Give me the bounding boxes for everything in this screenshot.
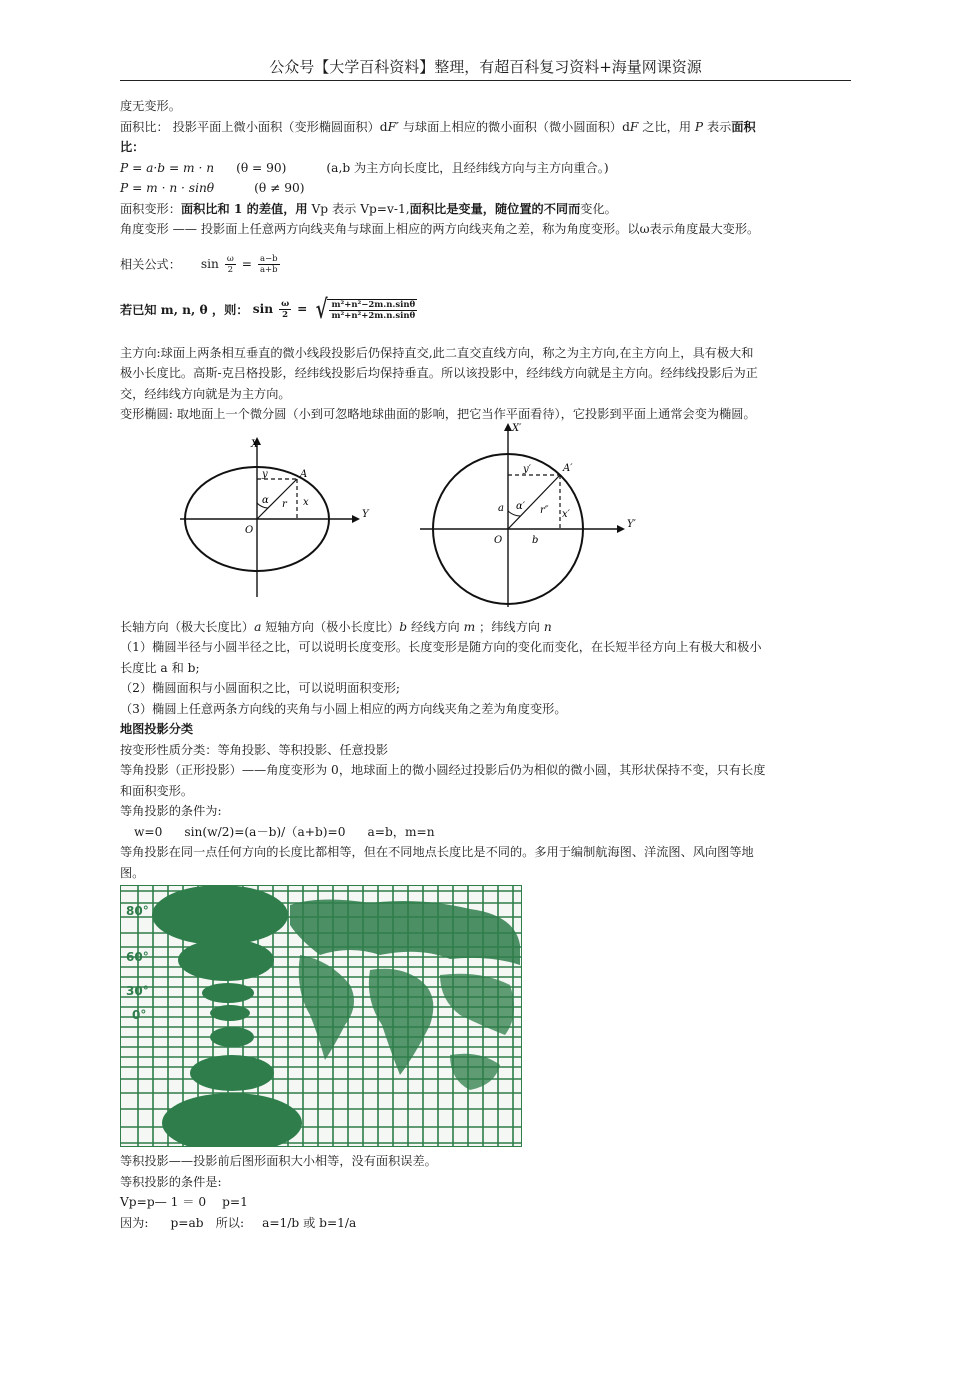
axis-label-y: Y′: [627, 518, 636, 530]
alpha-label: α: [262, 494, 269, 506]
point-label: A′: [563, 462, 573, 474]
text-line: 变形椭圆: 取地面上一个微分圆（小到可忽略地球曲面的影响，把它当作平面看待），它投影到平面上通常会变为椭圆。: [120, 407, 756, 421]
r-label: r: [282, 498, 287, 510]
document-body: [120, 96, 851, 1233]
formula-line: 若已知 m, n, θ ，则： sin $\frac{\omega}{2}$ = √ $\frac{\text{m²+n²−2m.n.sinθ}}{\text{m²+n²+2m.n.sinθ}}$: [120, 294, 416, 325]
lat-label: 80°: [126, 904, 149, 918]
text-line: 主方向:球面上两条相互垂直的微小线段投影后仍保持直交,此二直交直线方向，称之为主方向,在主方向上，具有极大和: [120, 345, 754, 360]
formula-line: w=0 sin(w/2)=(a－b)/（a+b)=0 a=b，m=n: [134, 824, 435, 839]
text-line: 等角投影的条件为:: [120, 804, 222, 818]
text-line: （1）椭圆半径与小圆半径之比，可以说明长度变形。长度变形是随方向的变化而变化，在长短半径方向上有极大和极小: [120, 640, 762, 654]
alpha-label: α′: [516, 500, 526, 512]
text-line: 按变形性质分类：等角投影、等积投影、任意投影: [120, 742, 389, 757]
text-line: 等积投影——投影前后图形面积大小相等，没有面积误差。: [120, 1154, 437, 1168]
origin-label: O: [245, 524, 254, 536]
lat-label: 60°: [126, 950, 149, 964]
text-line: 角度变形 —— 投影面上任意两方向线夹角与球面上相应的两方向线夹角之差，称为角度变形。以ω表示角度最大变形。: [120, 222, 760, 236]
y-label: y′: [523, 463, 531, 475]
lat-label: 30°: [126, 984, 149, 998]
formula-line: 相关公式： sin $\frac{\omega}{2}$ = $\frac{a-b}{a+b}$: [120, 253, 278, 275]
text-line: 比：: [120, 140, 145, 154]
r-label: r″: [540, 504, 549, 516]
text-line: 和面积变形。: [120, 783, 194, 798]
text-line: 面积变形：面积比和 1 的差值，用 Vp 表示 Vp=v-1,面积比是变量，随位置的不同而变化。: [120, 201, 617, 216]
text-line: 面积比： 投影平面上微小面积（变形椭圆面积）dF′ 与球面上相应的微小面积（微小圆面积）dF 之比，用 P 表示面积: [120, 119, 756, 134]
text-line: （3）椭圆上任意两条方向线的夹角与小圆上相应的两方向线夹角之差为角度变形。: [120, 701, 567, 716]
sin-formula: sin $\frac{\omega}{2}$ = $\frac{a-b}{a+b}$: [200, 253, 278, 275]
formula-line: P = m · n · sinθ (θ ≠ 90): [120, 181, 305, 195]
text-line: 交，经纬线方向就是为主方向。: [120, 386, 291, 401]
text-line: 等角投影（正形投影）——角度变形为 0，地球面上的微小圆经过投影后仍为相似的微小圆，其形状保持不变，只有长度: [120, 763, 766, 777]
text-line: 等角投影在同一点任何方向的长度比都相等，但在不同地点长度比是不同的。多用于编制航海图、洋流图、风向图等地: [120, 845, 754, 859]
axis-label-y: Y: [362, 508, 369, 520]
axis-label-x: X′: [512, 422, 522, 434]
circle-diagram: [420, 417, 650, 607]
mercator-map-image: [120, 885, 522, 1147]
formula-line: Vp=p— 1 ＝ 0 p=1: [120, 1195, 248, 1209]
x-label: x′: [562, 508, 570, 520]
text-line: （2）椭圆面积与小圆面积之比，可以说明面积变形;: [120, 681, 400, 695]
x-label: x: [303, 496, 309, 508]
text-line: 长度比 a 和 b;: [120, 660, 200, 675]
formula-line: P = a·b = m · n (θ = 90) (a,b 为主方向长度比，且经纬线方向与主方向重合。): [120, 160, 609, 175]
page-header: 公众号【大学百科资料】整理，有超百科复习资料+海量网课资源: [120, 56, 851, 81]
a-label: a: [498, 502, 504, 514]
lat-label: 0°: [132, 1008, 147, 1022]
b-label: b: [532, 534, 539, 546]
text-line: 长轴方向（极大长度比）a 短轴方向（极小长度比）b 经线方向 m ；纬线方向 n: [120, 619, 552, 634]
y-label: y: [262, 468, 268, 480]
section-heading: 地图投影分类: [120, 722, 194, 736]
ellipse-diagram: [150, 437, 380, 617]
formula-line: 因为: p=ab 所以: a=1/b 或 b=1/a: [120, 1215, 357, 1230]
sqrt-formula: sin $\frac{\omega}{2}$ = √ $\frac{\text{m²+n²−2m.n.sinθ}}{\text{m²+n²+2m.n.sinθ}}$: [252, 294, 416, 325]
text-line: 等积投影的条件是:: [120, 1174, 222, 1189]
text-line: 图。: [120, 865, 145, 880]
text-line: 极小长度比。高斯-克吕格投影，经纬线投影后均保持垂直。所以该投影中，经纬线方向就是主方向。经纬线投影后为正: [120, 366, 758, 380]
axis-label-x: X: [251, 438, 259, 450]
ellipse-figures: [120, 422, 851, 617]
text-line: 度无变形。: [120, 99, 181, 113]
origin-label: O: [494, 534, 503, 546]
point-label: A: [300, 468, 308, 480]
